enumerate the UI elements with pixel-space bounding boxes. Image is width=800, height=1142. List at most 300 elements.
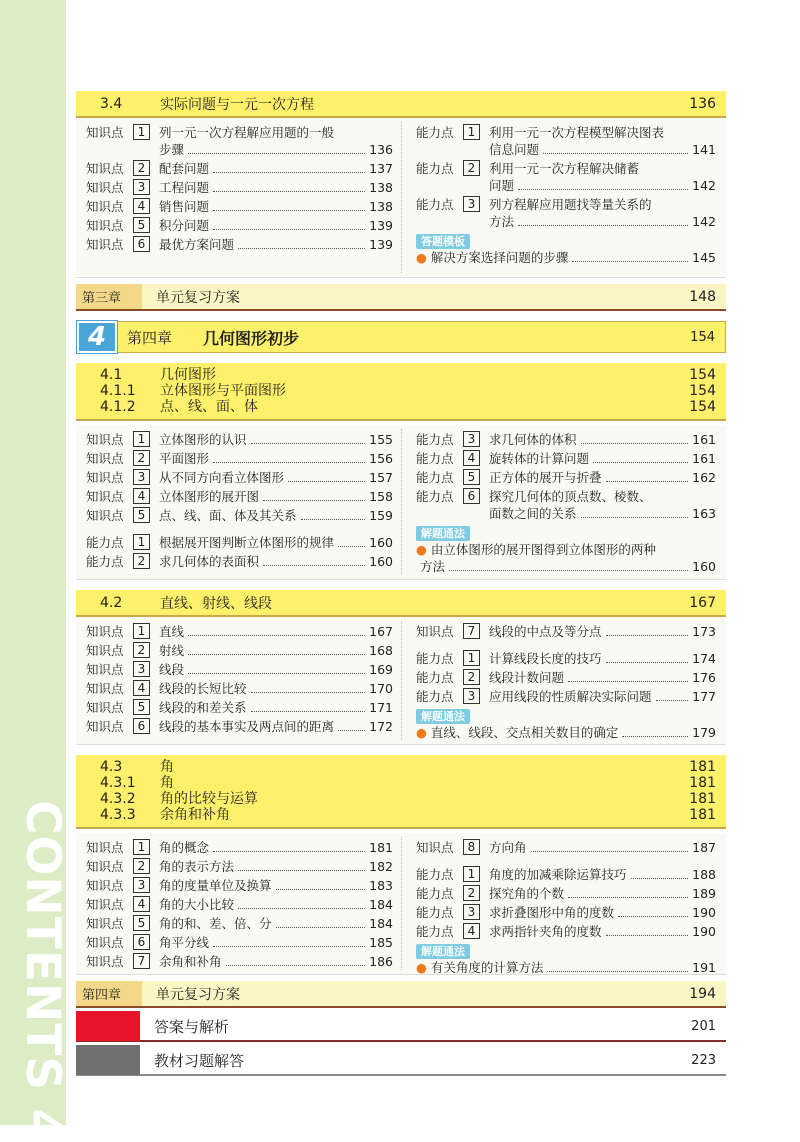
item-type-label: 知识点 bbox=[416, 840, 454, 855]
toc-item[interactable] bbox=[86, 934, 393, 951]
item-title: 面数之间的关系 bbox=[489, 506, 577, 521]
section-3-4-header[interactable] bbox=[76, 91, 726, 118]
item-text bbox=[489, 196, 716, 230]
toc-item[interactable] bbox=[416, 923, 716, 940]
section-title: 直线、射线、线段 bbox=[160, 595, 272, 612]
item-line bbox=[489, 669, 716, 686]
page-number: 160 bbox=[692, 559, 716, 574]
item-title: 正方体的展开与折叠 bbox=[489, 470, 602, 485]
chapter-title: 几何图形初步 bbox=[203, 328, 300, 348]
item-number: 1 bbox=[133, 431, 150, 447]
item-line bbox=[159, 431, 393, 448]
item-title: 角平分线 bbox=[159, 935, 210, 950]
item-type-label: 能力点 bbox=[416, 670, 454, 685]
item-line bbox=[489, 141, 716, 158]
right-column bbox=[401, 122, 726, 273]
item-type-label: 知识点 bbox=[86, 451, 124, 466]
chapter-4-review[interactable] bbox=[76, 981, 726, 1008]
item-title: 积分问题 bbox=[159, 218, 210, 233]
item-line bbox=[159, 198, 393, 215]
subsection-row[interactable] bbox=[100, 807, 716, 823]
method-list bbox=[416, 541, 716, 575]
page-number: 154 bbox=[689, 367, 716, 383]
dot-leader bbox=[449, 558, 688, 571]
chapter-4-icon: 4 bbox=[77, 321, 117, 353]
item-text bbox=[489, 450, 716, 467]
page-number: 183 bbox=[369, 878, 393, 893]
section-4-2-header[interactable] bbox=[76, 590, 726, 617]
page-number: 154 bbox=[689, 399, 716, 415]
item-type-label: 知识点 bbox=[86, 180, 124, 195]
subsection-row[interactable] bbox=[100, 399, 716, 415]
item-number: 3 bbox=[133, 877, 150, 893]
page-number: 173 bbox=[692, 624, 716, 639]
red-marker bbox=[76, 1011, 140, 1041]
dot-leader bbox=[606, 623, 688, 636]
toc-item[interactable] bbox=[86, 198, 393, 215]
method-item[interactable] bbox=[416, 541, 716, 558]
toc-item[interactable] bbox=[416, 623, 716, 640]
item-title: 配套问题 bbox=[159, 161, 210, 176]
item-number: 3 bbox=[133, 469, 150, 485]
page-number: 201 bbox=[691, 1018, 716, 1034]
subsection-row[interactable] bbox=[100, 367, 716, 383]
item-title: 计算线段长度的技巧 bbox=[489, 651, 602, 666]
item-title: 信息问题 bbox=[489, 142, 540, 157]
toc-item[interactable] bbox=[86, 431, 393, 448]
item-number: 8 bbox=[463, 839, 480, 855]
page-number: 169 bbox=[369, 662, 393, 677]
section-4-3-header[interactable] bbox=[76, 755, 726, 829]
item-type-label: 知识点 bbox=[86, 916, 124, 931]
chapter-3-review[interactable] bbox=[76, 284, 726, 311]
item-type-label: 能力点 bbox=[416, 651, 454, 666]
item-number: 4 bbox=[133, 488, 150, 504]
item-title: 角的大小比较 bbox=[159, 897, 235, 912]
item-line bbox=[489, 488, 716, 505]
item-type-label: 能力点 bbox=[416, 905, 454, 920]
item-text bbox=[159, 858, 393, 875]
dot-leader bbox=[213, 839, 365, 852]
item-number: 5 bbox=[133, 915, 150, 931]
toc-item[interactable] bbox=[416, 431, 716, 448]
toc-item[interactable] bbox=[416, 160, 716, 194]
item-text bbox=[489, 904, 716, 921]
item-title: 直线 bbox=[159, 624, 185, 639]
item-text bbox=[159, 507, 393, 524]
page-number: 184 bbox=[369, 916, 393, 931]
chapter-review-title: 单元复习方案 bbox=[156, 986, 240, 1003]
item-title: 应用线段的性质解决实际问题 bbox=[489, 689, 652, 704]
item-number: 2 bbox=[463, 885, 480, 901]
toc-item[interactable] bbox=[416, 669, 716, 686]
item-number: 1 bbox=[133, 124, 150, 140]
toc-item[interactable] bbox=[416, 650, 716, 667]
chapter-label: 第三章 bbox=[76, 284, 142, 309]
page-number: 181 bbox=[689, 775, 716, 791]
toc-item[interactable] bbox=[416, 488, 716, 522]
item-text bbox=[159, 124, 393, 158]
dot-leader bbox=[251, 680, 365, 693]
page-number: 185 bbox=[369, 935, 393, 950]
toc-item[interactable] bbox=[86, 896, 393, 913]
toc-item[interactable] bbox=[416, 196, 716, 230]
item-type-label: 知识点 bbox=[86, 508, 124, 523]
section-number: 4.2 bbox=[100, 594, 123, 611]
item-line bbox=[489, 196, 716, 213]
item-line bbox=[431, 724, 716, 741]
page-number: 154 bbox=[689, 383, 716, 399]
page-number: 138 bbox=[369, 180, 393, 195]
item-text bbox=[489, 469, 716, 486]
page-number: 158 bbox=[369, 489, 393, 504]
item-text bbox=[159, 469, 393, 486]
textbook-title: 教材习题解答 bbox=[154, 1051, 245, 1070]
item-title: 求几何体的表面积 bbox=[159, 554, 260, 569]
page-number: 191 bbox=[692, 960, 716, 975]
item-text bbox=[159, 236, 393, 253]
item-number: 2 bbox=[463, 160, 480, 176]
page-number: 184 bbox=[369, 897, 393, 912]
dot-leader bbox=[188, 661, 365, 674]
page-number: 172 bbox=[369, 719, 393, 734]
item-title: 线段的和差关系 bbox=[159, 700, 247, 715]
dot-leader bbox=[618, 904, 688, 917]
method-badge: 解题通法 bbox=[416, 526, 470, 541]
section-title: 立体图形与平面图形 bbox=[160, 383, 286, 399]
item-type-label: 能力点 bbox=[86, 535, 124, 550]
toc-item[interactable] bbox=[86, 236, 393, 253]
item-title: 方法 bbox=[489, 214, 515, 229]
section-4-1-header[interactable] bbox=[76, 363, 726, 421]
toc-item[interactable] bbox=[86, 488, 393, 505]
dot-leader bbox=[188, 623, 365, 636]
toc-item[interactable] bbox=[86, 507, 393, 524]
page-number: 174 bbox=[692, 651, 716, 666]
item-line bbox=[489, 505, 716, 522]
dot-leader bbox=[606, 923, 688, 936]
page-number: 138 bbox=[369, 199, 393, 214]
toc-item[interactable] bbox=[86, 839, 393, 856]
toc-item[interactable] bbox=[86, 534, 393, 551]
item-line bbox=[159, 661, 393, 678]
item-text bbox=[159, 534, 393, 551]
item-type-label: 能力点 bbox=[416, 886, 454, 901]
page-number: 182 bbox=[369, 859, 393, 874]
dot-leader bbox=[568, 669, 688, 682]
item-text bbox=[159, 953, 393, 970]
item-type-label: 知识点 bbox=[86, 859, 124, 874]
item-text bbox=[489, 488, 716, 522]
toc-item[interactable] bbox=[86, 623, 393, 640]
method-item[interactable] bbox=[416, 249, 716, 266]
page-number: 167 bbox=[369, 624, 393, 639]
subsection-row[interactable] bbox=[100, 775, 716, 791]
item-number: 6 bbox=[463, 488, 480, 504]
dot-leader bbox=[213, 450, 365, 463]
toc-item[interactable] bbox=[416, 450, 716, 467]
item-line bbox=[489, 623, 716, 640]
dot-leader bbox=[543, 141, 688, 154]
item-type-label: 知识点 bbox=[86, 897, 124, 912]
item-line bbox=[489, 431, 716, 448]
item-text bbox=[159, 160, 393, 177]
dot-leader bbox=[656, 688, 688, 701]
page-number: 157 bbox=[369, 470, 393, 485]
item-type-label: 知识点 bbox=[86, 432, 124, 447]
item-line bbox=[159, 915, 393, 932]
dot-leader bbox=[238, 858, 365, 871]
item-text bbox=[159, 661, 393, 678]
dot-leader bbox=[263, 553, 365, 566]
page-number: 190 bbox=[692, 924, 716, 939]
section-4-1-items bbox=[76, 425, 726, 580]
section-title: 点、线、面、体 bbox=[160, 399, 258, 415]
item-type-label: 知识点 bbox=[416, 624, 454, 639]
method-badge: 答题模板 bbox=[416, 234, 470, 249]
item-type-label: 知识点 bbox=[86, 161, 124, 176]
item-line bbox=[431, 959, 716, 976]
page-number: 162 bbox=[692, 470, 716, 485]
dot-leader bbox=[213, 179, 365, 192]
dot-leader bbox=[288, 469, 365, 482]
item-text bbox=[489, 160, 716, 194]
item-type-label: 知识点 bbox=[86, 681, 124, 696]
item-line bbox=[159, 858, 393, 875]
item-title: 工程问题 bbox=[159, 180, 210, 195]
item-type-label: 知识点 bbox=[86, 662, 124, 677]
item-line bbox=[159, 488, 393, 505]
item-title: 探究角的个数 bbox=[489, 886, 565, 901]
section-number: 4.3.3 bbox=[100, 807, 136, 823]
dot-leader bbox=[531, 839, 688, 852]
item-type-label: 知识点 bbox=[86, 700, 124, 715]
item-number: 2 bbox=[133, 553, 150, 569]
item-text bbox=[489, 866, 716, 883]
item-title: 求两指针夹角的度数 bbox=[489, 924, 602, 939]
page-number: 188 bbox=[692, 867, 716, 882]
item-title: 角度的加减乘除运算技巧 bbox=[489, 867, 627, 882]
subsection-row[interactable] bbox=[100, 791, 716, 807]
item-title: 直线、线段、交点相关数目的确定 bbox=[430, 725, 619, 740]
page-number: 181 bbox=[369, 840, 393, 855]
item-line bbox=[159, 469, 393, 486]
toc-item[interactable] bbox=[86, 877, 393, 894]
item-title: 步骤 bbox=[159, 142, 185, 157]
item-line bbox=[489, 124, 716, 141]
toc-item[interactable] bbox=[86, 915, 393, 932]
toc-item[interactable] bbox=[86, 217, 393, 234]
page-number: 160 bbox=[369, 554, 393, 569]
page-number: 142 bbox=[692, 214, 716, 229]
section-4-2-items bbox=[76, 617, 726, 745]
item-type-label: 知识点 bbox=[86, 878, 124, 893]
item-number: 5 bbox=[133, 217, 150, 233]
item-line bbox=[159, 718, 393, 735]
section-number: 3.4 bbox=[100, 95, 123, 112]
chapter-label: 第四章 bbox=[127, 328, 173, 347]
section-title: 几何图形 bbox=[160, 367, 216, 383]
item-number: 5 bbox=[463, 469, 480, 485]
item-number: 3 bbox=[133, 661, 150, 677]
gray-marker bbox=[76, 1045, 140, 1075]
textbook-entry[interactable] bbox=[76, 1046, 726, 1076]
item-title: 线段计数问题 bbox=[489, 670, 565, 685]
item-line bbox=[159, 839, 393, 856]
toc-item[interactable] bbox=[416, 469, 716, 486]
toc-item[interactable] bbox=[86, 160, 393, 177]
item-type-label: 知识点 bbox=[86, 218, 124, 233]
page-number: 137 bbox=[369, 161, 393, 176]
dot-leader bbox=[226, 953, 365, 966]
dot-leader bbox=[263, 488, 365, 501]
answers-entry[interactable] bbox=[76, 1012, 726, 1042]
subsection-row[interactable] bbox=[100, 383, 716, 399]
item-type-label: 能力点 bbox=[416, 689, 454, 704]
toc-item[interactable] bbox=[86, 953, 393, 970]
section-title: 角 bbox=[160, 759, 174, 775]
dot-leader bbox=[631, 866, 688, 879]
left-column bbox=[76, 122, 401, 273]
right-column bbox=[401, 621, 726, 740]
chapter-4-header[interactable] bbox=[76, 321, 726, 353]
toc-item[interactable] bbox=[416, 904, 716, 921]
item-type-label: 能力点 bbox=[416, 489, 454, 504]
item-text bbox=[159, 699, 393, 716]
item-number: 2 bbox=[133, 160, 150, 176]
method-item[interactable] bbox=[416, 558, 716, 575]
item-title: 求折叠图形中角的度数 bbox=[489, 905, 615, 920]
dot-leader bbox=[622, 724, 688, 737]
item-line bbox=[159, 623, 393, 640]
item-text bbox=[159, 217, 393, 234]
page-number: 187 bbox=[692, 840, 716, 855]
item-text bbox=[159, 488, 393, 505]
toc-item[interactable] bbox=[416, 839, 716, 856]
item-number: 6 bbox=[133, 236, 150, 252]
item-text bbox=[159, 680, 393, 697]
item-title: 线段的基本事实及两点间的距离 bbox=[159, 719, 335, 734]
item-line bbox=[159, 141, 393, 158]
dot-leader bbox=[238, 896, 365, 909]
item-title: 有关角度的计算方法 bbox=[430, 960, 544, 975]
item-text bbox=[159, 915, 393, 932]
dot-leader bbox=[276, 877, 365, 890]
item-line bbox=[159, 534, 393, 551]
toc-item[interactable] bbox=[86, 642, 393, 659]
dot-leader bbox=[581, 505, 688, 518]
method-item[interactable] bbox=[416, 959, 716, 976]
page-number: 189 bbox=[692, 886, 716, 901]
item-line bbox=[159, 642, 393, 659]
page-number: 181 bbox=[689, 759, 716, 775]
toc-item[interactable] bbox=[416, 866, 716, 883]
item-title: 列一元一次方程解应用题的一般 bbox=[159, 125, 335, 140]
dot-leader bbox=[593, 450, 688, 463]
toc-item[interactable] bbox=[86, 858, 393, 875]
left-column bbox=[76, 837, 401, 970]
page-number: 145 bbox=[692, 250, 716, 265]
section-title: 实际问题与一元一次方程 bbox=[160, 96, 314, 113]
section-number: 4.1 bbox=[100, 367, 123, 383]
toc-item[interactable] bbox=[416, 885, 716, 902]
item-number: 5 bbox=[133, 699, 150, 715]
page-number: 142 bbox=[692, 178, 716, 193]
item-text bbox=[489, 669, 716, 686]
item-text bbox=[489, 431, 716, 448]
page-number: 190 bbox=[692, 905, 716, 920]
method-badge: 解题通法 bbox=[416, 709, 470, 724]
toc-item[interactable] bbox=[86, 661, 393, 678]
bullet-dot-icon: ● bbox=[416, 250, 427, 265]
page-number: 139 bbox=[369, 218, 393, 233]
item-text bbox=[489, 688, 716, 705]
item-line bbox=[489, 923, 716, 940]
dot-leader bbox=[518, 213, 688, 226]
dot-leader bbox=[572, 249, 688, 262]
item-line bbox=[159, 236, 393, 253]
item-number: 3 bbox=[463, 688, 480, 704]
section-number: 4.1.2 bbox=[100, 399, 136, 415]
item-line bbox=[159, 179, 393, 196]
page-number: 139 bbox=[369, 237, 393, 252]
toc-item[interactable] bbox=[86, 179, 393, 196]
item-line bbox=[431, 541, 716, 558]
item-line bbox=[489, 450, 716, 467]
item-title: 由立体图形的展开图得到立体图形的两种 bbox=[430, 542, 656, 557]
method-list bbox=[416, 959, 716, 976]
page-number: 156 bbox=[369, 451, 393, 466]
item-number: 1 bbox=[133, 534, 150, 550]
contents-label: CONTENTS 4 bbox=[15, 800, 70, 1142]
item-number: 2 bbox=[463, 669, 480, 685]
toc-item[interactable] bbox=[86, 718, 393, 735]
toc-item[interactable] bbox=[416, 124, 716, 158]
toc-item[interactable] bbox=[86, 469, 393, 486]
bullet-dot-icon: ● bbox=[416, 960, 427, 975]
subsection-row[interactable] bbox=[100, 759, 716, 775]
toc-item[interactable] bbox=[86, 450, 393, 467]
page-number: 160 bbox=[369, 535, 393, 550]
bullet-dot-icon: ● bbox=[416, 725, 427, 740]
item-type-label: 能力点 bbox=[416, 197, 454, 212]
section-4-3-items bbox=[76, 833, 726, 975]
item-title: 列方程解应用题找等量关系的 bbox=[489, 197, 652, 212]
page-number: 181 bbox=[689, 807, 716, 823]
page-number: 136 bbox=[689, 95, 716, 112]
page-number: 181 bbox=[689, 791, 716, 807]
item-number: 4 bbox=[133, 198, 150, 214]
item-text bbox=[159, 450, 393, 467]
item-text bbox=[159, 553, 393, 570]
toc-item[interactable] bbox=[86, 680, 393, 697]
item-type-label: 能力点 bbox=[416, 470, 454, 485]
item-line bbox=[159, 124, 393, 141]
item-type-label: 能力点 bbox=[416, 867, 454, 882]
item-line bbox=[159, 553, 393, 570]
toc-item[interactable] bbox=[416, 688, 716, 705]
page-number: 171 bbox=[369, 700, 393, 715]
toc-item[interactable] bbox=[86, 124, 393, 158]
method-item[interactable] bbox=[416, 724, 716, 741]
page-number: 155 bbox=[369, 432, 393, 447]
toc-item[interactable] bbox=[86, 553, 393, 570]
item-line bbox=[159, 160, 393, 177]
item-number: 2 bbox=[133, 450, 150, 466]
page-number: 148 bbox=[689, 288, 716, 305]
item-text bbox=[159, 839, 393, 856]
toc-item[interactable] bbox=[86, 699, 393, 716]
